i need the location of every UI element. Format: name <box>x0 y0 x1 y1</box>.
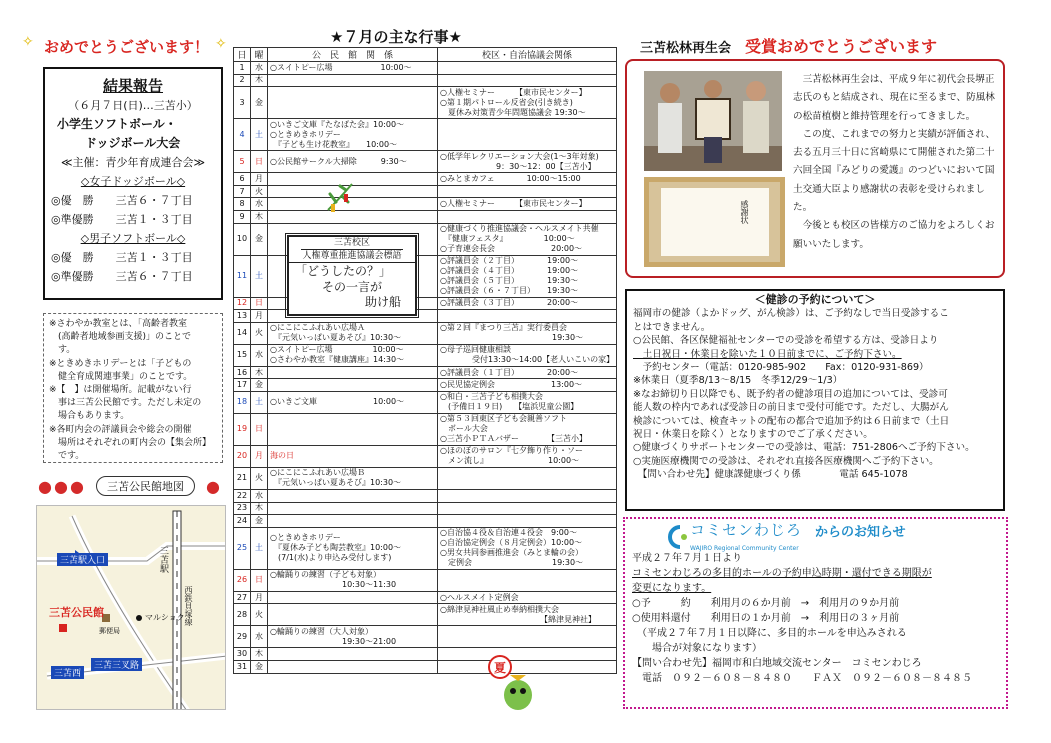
schedule-hall-cell <box>268 379 438 392</box>
map-hall: 三苫公民館 <box>49 606 104 619</box>
slogan-text-2: その一言が <box>321 280 382 294</box>
schedule-weekday: 水 <box>251 344 268 366</box>
schedule-row <box>234 151 617 173</box>
schedule-weekday: 日 <box>251 297 268 310</box>
award-certificate <box>644 177 785 267</box>
comsen-line: （平成２７年７月１日以降に、多目的ホールを申込みされる <box>632 628 907 639</box>
schedule-weekday: 水 <box>251 489 268 502</box>
schedule-day: 28 <box>234 604 251 626</box>
map-marushoku: マルショク <box>145 613 185 622</box>
note-line: す。 <box>49 345 76 356</box>
schedule-school-line: 受付13:30～14:00【老人いこいの家】 <box>440 355 614 365</box>
sparkle-icon: ✧ <box>215 36 227 52</box>
schedule-school-cell <box>438 210 617 223</box>
schedule-day: 13 <box>234 310 251 323</box>
strawberry-icon: ● <box>38 477 52 496</box>
schedule-day: 25 <box>234 527 251 569</box>
schedule-weekday: 金 <box>251 379 268 392</box>
schedule-school-line: 定例会 19:30～ <box>440 558 584 568</box>
schedule-school-cell <box>438 62 617 75</box>
schedule-school-cell <box>438 569 617 591</box>
schedule-school-cell <box>438 322 617 344</box>
schedule-weekday: 土 <box>251 255 268 297</box>
schedule-school-line: ○第５３回東区子ども会親善ソフト <box>440 414 567 424</box>
note-line: ※【 】は開催場所。記載がない行 <box>49 385 192 396</box>
schedule-school-line: ○男女共同参画推進会（みとま輪の会） <box>440 548 583 558</box>
schedule-day: 11 <box>234 255 251 297</box>
schedule-weekday: 月 <box>251 173 268 186</box>
schedule-hall-cell <box>268 366 438 379</box>
slogan-text-1: 「どうしたの？」 <box>295 264 392 278</box>
note-line: 健全育成関連事業」のことです。 <box>49 371 193 382</box>
schedule-row <box>234 322 617 344</box>
comsen-box <box>623 517 1008 709</box>
boys-winner: ◎優 勝 三苫１・３丁目 <box>51 251 193 264</box>
sparkle-icon: ✧ <box>22 34 34 50</box>
checkup-line: ○実施医療機関での受診は、それぞれ直接各医療機関へご予約下さい。 <box>633 455 939 467</box>
schedule-row <box>234 660 617 673</box>
header-school: 校区・自治協議会関係 <box>438 48 617 62</box>
schedule-day: 7 <box>234 185 251 198</box>
schedule-school-line: ○三苫小ＰＴＡバザー 【三苫小】 <box>440 434 587 444</box>
note-line: 場合もあります。 <box>49 411 130 422</box>
schedule-day: 10 <box>234 223 251 255</box>
schedule-school-line: ○評議員会（１丁目） 20:00～ <box>440 367 579 377</box>
strawberry-icon: ● <box>206 477 220 496</box>
schedule-hall-line: (7/1(水)より申込み受付します) <box>270 553 392 563</box>
schedule-day: 1 <box>234 62 251 75</box>
schedule-hall-line: 19:30～21:00 <box>270 636 397 646</box>
schedule-school-line: 『健康フェスタ』 10:00～ <box>440 234 575 244</box>
comsen-line: ○予 約 利用月の６か月前 → 利用月の９か月前 <box>632 598 900 609</box>
strawberry-icon: ● <box>70 477 84 496</box>
schedule-weekday: 水 <box>251 198 268 211</box>
schedule-row <box>234 391 617 413</box>
schedule-school-line: 19:30～ <box>440 333 584 343</box>
schedule-day: 12 <box>234 297 251 310</box>
schedule-school-cell <box>438 344 617 366</box>
checkup-line: 祝日・休業日を除く）となりますのでご了承ください。 <box>633 429 873 441</box>
schedule-school-cell <box>438 489 617 502</box>
comsen-line: コミセンわじろの多目的ホールの予約申込時期・還付できる期限が <box>632 568 932 579</box>
schedule-row <box>234 74 617 87</box>
schedule-row <box>234 467 617 489</box>
girls-winner: ◎優 勝 三苫６・７丁目 <box>51 194 193 207</box>
schedule-hall-line: 海の日 <box>270 451 294 461</box>
schedule-day: 21 <box>234 467 251 489</box>
schedule-hall-cell <box>268 626 438 648</box>
schedule-hall-cell <box>268 660 438 673</box>
schedule-weekday: 火 <box>251 604 268 626</box>
schedule-hall-cell <box>268 74 438 87</box>
schedule-hall-cell <box>268 489 438 502</box>
schedule-school-line: ボール大会 <box>440 424 488 434</box>
schedule-school-cell <box>438 391 617 413</box>
schedule-weekday: 日 <box>251 151 268 173</box>
schedule-weekday: 水 <box>251 626 268 648</box>
results-date: （６月７日(日)…三苫小） <box>68 99 198 112</box>
comsen-line: 電話 ０９２－６０８－８４８０ ＦＡＸ ０９２－６０８－８４８５ <box>632 673 972 684</box>
schedule-school-cell <box>438 310 617 323</box>
schedule-school-line: ○ヘルスメイト定例会 <box>440 592 519 602</box>
schedule-hall-line: ○輪踊りの練習（大人対象） <box>270 626 373 636</box>
schedule-school-cell <box>438 223 617 255</box>
note-line: 事は三苫公民館です。ただし未定の <box>49 398 202 409</box>
schedule-day: 19 <box>234 413 251 445</box>
schedule-weekday: 木 <box>251 502 268 515</box>
schedule-school-line: 夏休み対策青少年問題協議会 19:30～ <box>440 107 586 117</box>
map-station-entrance: 三苫駅入口 <box>57 553 108 566</box>
schedule-weekday: 日 <box>251 569 268 591</box>
slogan-council: 人権尊重推進協議会標語 <box>289 250 415 263</box>
schedule-day: 16 <box>234 366 251 379</box>
schedule-row <box>234 62 617 75</box>
map-nishi: 三苫西 <box>51 666 84 679</box>
schedule-hall-cell <box>268 515 438 528</box>
schedule-row <box>234 626 617 648</box>
schedule-hall-cell <box>268 119 438 151</box>
results-sponsor: ≪主催：青少年育成連合会≫ <box>60 156 206 169</box>
schedule-hall-line: ○いきご文庫 10:00～ <box>270 397 405 407</box>
schedule-hall-cell <box>268 527 438 569</box>
note-line: (高齢者地域参画支援)」のことで <box>49 332 192 343</box>
schedule-school-line: ○低学年レクリエーション大会(1～3年対象) <box>440 151 599 161</box>
schedule-school-cell <box>438 502 617 515</box>
schedule-school-cell <box>438 151 617 173</box>
slogan-text-3: 助け船 <box>364 295 401 309</box>
schedule-hall-line: 『元気いっぱい夏あそび』10:30～ <box>270 478 402 488</box>
checkup-line: ○公民館、各区保健福祉センターでの受診を希望する方は、受診日より <box>633 335 939 347</box>
checkup-box <box>625 289 1005 511</box>
award-org: 三苫松林再生会 <box>640 41 732 56</box>
schedule-weekday: 月 <box>251 591 268 604</box>
schedule-day: 29 <box>234 626 251 648</box>
certificate-label: 感謝状 <box>740 200 749 224</box>
schedule-day: 22 <box>234 489 251 502</box>
map-label: 三苫公民館地図 <box>96 476 195 496</box>
schedule-school-cell <box>438 185 617 198</box>
schedule-row <box>234 489 617 502</box>
note-line: ※各町内会の評議員会や総会の開催 <box>49 424 192 435</box>
schedule-school-line: ○母子巡回健康相談 <box>440 345 511 355</box>
tanabata-bamboo-icon <box>322 180 358 216</box>
schedule-school-line: ○子育連会長会 20:00～ <box>440 244 583 254</box>
schedule-hall-line: ○ときめきホリデー <box>270 533 341 543</box>
results-title: 結果報告 <box>102 77 163 95</box>
note-line: ※さわやか教室とは、「高齢者教室 <box>49 319 188 329</box>
schedule-day: 2 <box>234 74 251 87</box>
area-map <box>36 505 226 710</box>
award-title: 受賞おめでとうございます <box>745 37 938 56</box>
notes-box <box>43 313 223 463</box>
header-day: 日 <box>234 48 251 62</box>
map-label-row <box>36 475 226 499</box>
schedule-weekday: 火 <box>251 467 268 489</box>
certificate-paper <box>661 188 769 256</box>
schedule-hall-cell <box>268 391 438 413</box>
schedule-row <box>234 173 617 186</box>
map-route: 西鉄貝塚線 <box>184 586 193 626</box>
schedule-table <box>233 47 617 674</box>
schedule-school-line: ○自治協定例会（８月定例会）10:00～ <box>440 538 583 548</box>
comsen-logo <box>632 523 999 551</box>
schedule-hall-line: 10:30～11:30 <box>270 580 397 590</box>
award-box <box>625 59 1005 278</box>
schedule-school-line: ○評議員会（３丁目） 20:00～ <box>440 298 579 308</box>
schedule-school-cell <box>438 527 617 569</box>
schedule-hall-cell <box>268 569 438 591</box>
schedule-school-cell <box>438 379 617 392</box>
schedule-day: 6 <box>234 173 251 186</box>
schedule-weekday: 土 <box>251 119 268 151</box>
comsen-line: 変更になります。 <box>632 583 712 594</box>
schedule-weekday: 金 <box>251 87 268 119</box>
schedule-row <box>234 648 617 661</box>
schedule-school-cell <box>438 591 617 604</box>
schedule-body <box>234 62 617 674</box>
schedule-weekday: 月 <box>251 310 268 323</box>
map-station: 三苫駅 <box>158 546 168 573</box>
checkup-title: ＜健診の予約について＞ <box>754 293 876 306</box>
schedule-hall-line: ○ときめきホリデー <box>270 129 341 139</box>
schedule-day: 4 <box>234 119 251 151</box>
schedule-row <box>234 185 617 198</box>
schedule-school-cell <box>438 297 617 310</box>
schedule-day: 30 <box>234 648 251 661</box>
schedule-title: ★７月の主な行事★ <box>330 28 462 46</box>
schedule-school-line: メン流し』 10:00～ <box>440 456 580 466</box>
map-post-office: 郵便局 <box>99 627 120 635</box>
schedule-weekday: 土 <box>251 527 268 569</box>
schedule-school-line: ○自治協４役＆自治連４役会 9:00～ <box>440 528 577 538</box>
schedule-hall-line: 『元気いっぱい夏あそび』10:30～ <box>270 333 402 343</box>
schedule-weekday: 火 <box>251 185 268 198</box>
schedule-hall-line: 『夏休み子ども陶芸教室』10:00～ <box>270 543 402 553</box>
schedule-hall-line: ○スイトピー広場 10:00～ <box>270 345 404 355</box>
schedule-row <box>234 445 617 467</box>
schedule-school-cell <box>438 255 617 297</box>
comsen-english: WAJIRO Regional Community Center <box>690 545 799 552</box>
award-header <box>640 34 937 57</box>
schedule-school-line: (予備日１９日) 【塩浜児童公園】 <box>440 402 579 412</box>
schedule-school-cell <box>438 413 617 445</box>
schedule-school-line: ○民児協定例会 13:00～ <box>440 380 583 390</box>
results-report <box>43 67 223 300</box>
schedule-weekday: 月 <box>251 445 268 467</box>
schedule-row <box>234 604 617 626</box>
schedule-day: 15 <box>234 344 251 366</box>
schedule-hall-cell <box>268 648 438 661</box>
note-line: ※ときめきホリデーとは「子どもの <box>49 358 192 369</box>
schedule-hall-line: ○輪踊りの練習（子ども対象） <box>270 570 381 580</box>
schedule-school-cell <box>438 467 617 489</box>
schedule-row <box>234 527 617 569</box>
schedule-school-cell <box>438 366 617 379</box>
schedule-day: 8 <box>234 198 251 211</box>
schedule-school-cell <box>438 604 617 626</box>
comsen-line: 平成２７年７月１日より <box>632 553 742 564</box>
schedule-school-line: 9：30～12：00【三苫小】 <box>440 161 596 171</box>
map-sannomiya: 三苫三叉路 <box>91 658 142 671</box>
schedule-school-line: ○評議員会（６・７丁目） 19:30～ <box>440 286 579 296</box>
comsen-line: 【問い合わせ先】福岡市和白地域交流センター コミセンわじろ <box>632 658 922 669</box>
checkup-line: 土日祝日・休業日を除いた１０日前までに、ご予約下さい。 <box>633 348 902 360</box>
header-hall: 公 民 館 関 係 <box>268 48 438 62</box>
schedule-hall-line: ○にこにこふれあい広場Ｂ <box>270 468 365 478</box>
schedule-row <box>234 198 617 211</box>
schedule-school-cell <box>438 119 617 151</box>
schedule-school-cell <box>438 198 617 211</box>
slogan-box <box>287 235 417 316</box>
strawberry-icon: ● <box>54 477 68 496</box>
schedule-weekday: 木 <box>251 74 268 87</box>
schedule-row <box>234 366 617 379</box>
schedule-hall-line: 『子ども生け花教室』 10:00～ <box>270 139 398 149</box>
boys-heading: ◇男子ソフトボール◇ <box>80 232 186 245</box>
award-paragraph: 今後とも校区の皆様方のご協力をよろしくお願いいたします。 <box>793 220 995 250</box>
schedule-school-line: ○評議員会（２丁目） 19:00～ <box>440 256 579 266</box>
schedule-weekday: 日 <box>251 413 268 445</box>
schedule-row <box>234 119 617 151</box>
schedule-hall-cell <box>268 344 438 366</box>
award-photo <box>644 71 782 171</box>
schedule-school-cell <box>438 173 617 186</box>
schedule-school-cell <box>438 626 617 648</box>
boys-runner-up: ◎準優勝 三苫６・７丁目 <box>51 270 193 283</box>
checkup-line: 福岡市の健診（よかドッグ、がん検診）は、ご予約なしで当日受診するこ <box>633 308 949 320</box>
schedule-hall-cell <box>268 87 438 119</box>
header-weekday: 曜 <box>251 48 268 62</box>
schedule-weekday: 金 <box>251 223 268 255</box>
comsen-line: 場合が対象になります） <box>632 643 762 654</box>
checkup-line: ○健康づくりサポートセンターでの受診は、電話：751-2806へご予約下さい。 <box>633 442 975 454</box>
schedule-day: 9 <box>234 210 251 223</box>
schedule-school-cell <box>438 87 617 119</box>
schedule-row <box>234 210 617 223</box>
schedule-school-line: 【綿津見神社】 <box>440 614 596 624</box>
schedule-hall-cell <box>268 591 438 604</box>
schedule-row <box>234 515 617 528</box>
schedule-hall-line: ○さわやか教室『健康講座』14:30～ <box>270 355 405 365</box>
schedule-hall-cell <box>268 445 438 467</box>
award-paragraph: 三苫松林再生会は、平成９年に初代会長堺正志氏のもと結成され、現在に至るまで、防風林の松苗植樹と維持管理を行ってきました。 <box>793 74 995 122</box>
schedule-day: 31 <box>234 660 251 673</box>
note-line: 場所はそれぞれの町内会の【集会所】 <box>49 437 212 448</box>
schedule-day: 17 <box>234 379 251 392</box>
schedule-school-line: ○和白・三苫子ども相撲大会 <box>440 392 543 402</box>
schedule-day: 20 <box>234 445 251 467</box>
schedule-school-cell <box>438 445 617 467</box>
schedule-hall-cell <box>268 62 438 75</box>
congrats-title: おめでとうございます！ <box>44 38 210 56</box>
schedule-school-line: ○評議員会（５丁目） 19:30～ <box>440 276 579 286</box>
schedule-row <box>234 591 617 604</box>
award-photo-drawing <box>644 71 782 171</box>
schedule-hall-line: ○いきご文庫『たなばた会』10:00～ <box>270 119 405 129</box>
checkup-line: ※休業日（夏季8/13～8/15 冬季12/29～1/3） <box>633 375 843 387</box>
schedule-day: 18 <box>234 391 251 413</box>
schedule-row <box>234 502 617 515</box>
schedule-day: 23 <box>234 502 251 515</box>
girls-heading: ◇女子ドッジボール◇ <box>80 175 186 188</box>
schedule-school-line: ○第１期パトロール反省会(引き続き) <box>440 97 573 107</box>
schedule-hall-cell <box>268 322 438 344</box>
summer-label: 夏 <box>494 661 507 675</box>
checkup-line: 【問い合わせ先】健康課健康づくり係 電話 645-1078 <box>633 469 908 481</box>
schedule-hall-line: ○公民館サークル大掃除 9:30～ <box>270 156 407 166</box>
schedule-weekday: 金 <box>251 515 268 528</box>
schedule-weekday: 木 <box>251 366 268 379</box>
schedule-school-line: ○健康づくり推進協議会・ヘルスメイト共催 <box>440 224 599 234</box>
schedule-school-cell <box>438 515 617 528</box>
schedule-day: 26 <box>234 569 251 591</box>
comsen-heading: からのお知らせ <box>815 525 906 540</box>
comsen-line: ○使用料還付 利用日の１か月前 → 利用日の３ヶ月前 <box>632 613 900 624</box>
schedule-school-line: ○みとまカフェ 10:00～15:00 <box>440 173 581 183</box>
schedule-school-line: ○人権セミナー 【東市民センター】 <box>440 87 587 97</box>
schedule-school-line: ○人権セミナー 【東市民センター】 <box>440 199 587 209</box>
checkup-line: 能人数の枠内であれば受診日の前日まで受付可能です。ただし、大腸がん <box>633 402 949 414</box>
slogan-org: 三苫校区 <box>301 237 403 250</box>
schedule-weekday: 木 <box>251 210 268 223</box>
note-line: です。 <box>49 451 85 462</box>
schedule-day: 14 <box>234 322 251 344</box>
schedule-hall-cell <box>268 413 438 445</box>
schedule-weekday: 火 <box>251 322 268 344</box>
checkup-line: とはできません。 <box>633 321 711 333</box>
schedule-school-line: ○評議員会（４丁目） 19:00～ <box>440 266 579 276</box>
schedule-row <box>234 413 617 445</box>
results-event-2: ドッジボール大会 <box>85 136 181 150</box>
schedule-school-cell <box>438 74 617 87</box>
schedule-row <box>234 379 617 392</box>
schedule-hall-cell <box>268 502 438 515</box>
schedule-day: 24 <box>234 515 251 528</box>
schedule-hall-cell <box>268 467 438 489</box>
award-paragraph: この度、これまでの努力と実績が評価され、去る五月三十日に宮崎県にて開催された第二十六回全国『みどりの愛護』のつどいにおいて国土交通大臣より感謝状の表彰を受けられました。 <box>793 128 996 214</box>
checkup-line: ※なお締切り日以降でも、既予約者の健診項目の追加については、受診可 <box>633 388 948 400</box>
schedule-weekday: 土 <box>251 391 268 413</box>
schedule-school-line: ○第２回『まつり三苫』実行委員会 <box>440 323 567 333</box>
schedule-row <box>234 87 617 119</box>
checkup-line: 検診については、検査キットの配布の都合で追加予約は６日前まで（土日 <box>633 415 950 427</box>
schedule-day: 27 <box>234 591 251 604</box>
schedule-header-row <box>234 48 617 62</box>
schedule-hall-line: ○にこにこふれあい広場Ａ <box>270 323 365 333</box>
schedule-day: 5 <box>234 151 251 173</box>
schedule-row <box>234 344 617 366</box>
comsen-name: コミセンわじろ <box>690 521 803 539</box>
girls-runner-up: ◎準優勝 三苫１・３丁目 <box>51 213 193 226</box>
schedule-hall-line: ○スイトピー広場 10:00～ <box>270 62 412 72</box>
schedule-hall-cell <box>268 604 438 626</box>
checkup-line: 予約センター（電話：0120-985-902 Fax：0120-931-869） <box>633 362 929 374</box>
schedule-row <box>234 569 617 591</box>
award-text <box>793 71 1001 254</box>
schedule-weekday: 金 <box>251 660 268 673</box>
schedule-school-line: ○綿津見神社風止め奉納相撲大会 <box>440 604 559 614</box>
schedule-hall-cell <box>268 151 438 173</box>
schedule-day: 3 <box>234 87 251 119</box>
schedule-weekday: 木 <box>251 648 268 661</box>
results-event-1: 小学生ソフトボール・ <box>57 117 177 131</box>
schedule-weekday: 水 <box>251 62 268 75</box>
schedule-school-line: ○ほのぼのサロン『七夕飾り作り・ソー <box>440 446 583 456</box>
